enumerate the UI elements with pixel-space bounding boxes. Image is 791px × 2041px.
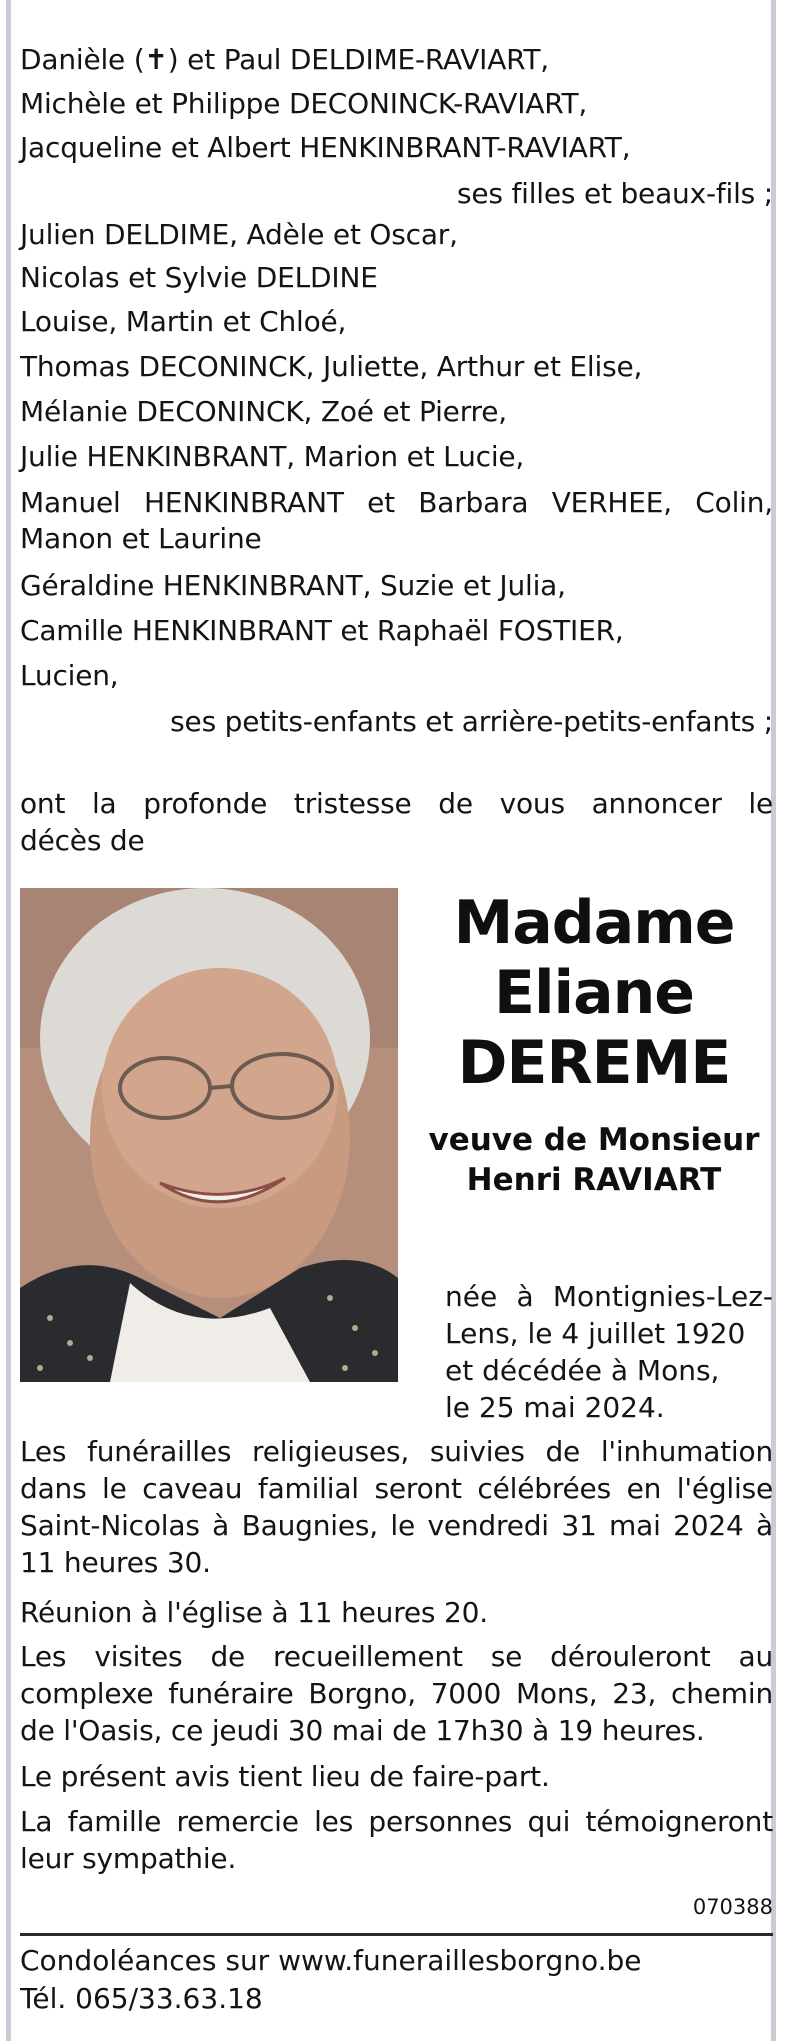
grandchildren-line: Manon et Laurine <box>20 522 262 555</box>
notice-paragraph: Le présent avis tient lieu de faire-part. <box>20 1760 550 1793</box>
family-line: Danièle (✝) et Paul DELDIME-RAVIART, <box>20 43 549 76</box>
phone-text: Tél. 065/33.63.18 <box>20 1982 263 2015</box>
thanks-paragraph: La famille remercie les personnes qui témoigneront leur sympathie. <box>20 1805 773 1875</box>
reference-number: 070388 <box>692 1895 773 1919</box>
family-line: Jacqueline et Albert HENKINBRANT-RAVIART, <box>20 131 631 164</box>
born-line: et décédée à Mons, <box>445 1354 720 1387</box>
deceased-name-block <box>415 888 773 1200</box>
grandchildren-line: Thomas DECONINCK, Juliette, Arthur et Elise, <box>20 350 643 383</box>
widow-line: Henri RAVIART <box>466 1162 722 1198</box>
family-line: Michèle et Philippe DECONINCK-RAVIART, <box>20 87 588 120</box>
grandchildren-line: Nicolas et Sylvie DELDINE <box>20 261 378 294</box>
deceased-first-name: Eliane <box>493 958 694 1028</box>
grandchildren-line: Manuel HENKINBRANT et Barbara VERHEE, Colin, <box>20 486 773 519</box>
grandchildren-line: Louise, Martin et Chloé, <box>20 305 347 338</box>
announcement-line: ont la profonde tristesse de vous annoncer le <box>20 787 773 820</box>
born-line: le 25 mai 2024. <box>445 1391 665 1424</box>
obituary-notice <box>20 0 773 2041</box>
deceased-last-name: DEREME <box>457 1028 731 1098</box>
deceased-title: Madame <box>453 888 735 958</box>
visits-paragraph: Les visites de recueillement se dérouleront au complexe funéraire Borgno, 7000 Mons, 23, chemin de l'Oasis, ce jeudi 30 mai de 17h30 à 19 heures. <box>20 1640 773 1747</box>
portrait-photo <box>20 888 398 1382</box>
born-line: Lens, le 4 juillet 1920 <box>445 1317 746 1350</box>
footer-divider <box>20 1933 773 1936</box>
condolences-text: Condoléances sur www.funeraillesborgno.be <box>20 1944 642 1977</box>
funeral-paragraph: Les funérailles religieuses, suivies de l'inhumation dans le caveau familial seront célébrées en l'église Saint-Nicolas à Baugnies, le vendredi 31 mai 2024 à 11 heures 30. <box>20 1435 773 1579</box>
grandchildren-line: Julie HENKINBRANT, Marion et Lucie, <box>20 440 525 473</box>
footer <box>20 1942 642 2018</box>
grandchildren-line: Lucien, <box>20 659 119 692</box>
grandchildren-line: Géraldine HENKINBRANT, Suzie et Julia, <box>20 569 566 602</box>
meeting-paragraph: Réunion à l'église à 11 heures 20. <box>20 1596 488 1629</box>
daughters-label: ses filles et beaux-fils ; <box>456 177 773 210</box>
born-line: née à Montignies-Lez- <box>445 1280 773 1313</box>
announcement-line: décès de <box>20 824 145 857</box>
grandchildren-label: ses petits-enfants et arrière-petits-enfants ; <box>170 705 773 738</box>
portrait-illustration <box>20 888 398 1382</box>
grandchildren-line: Mélanie DECONINCK, Zoé et Pierre, <box>20 395 507 428</box>
widow-line: veuve de Monsieur <box>428 1122 760 1158</box>
grandchildren-line: Camille HENKINBRANT et Raphaël FOSTIER, <box>20 614 624 647</box>
grandchildren-line: Julien DELDIME, Adèle et Oscar, <box>20 218 458 251</box>
birth-death-info <box>445 1278 773 1426</box>
